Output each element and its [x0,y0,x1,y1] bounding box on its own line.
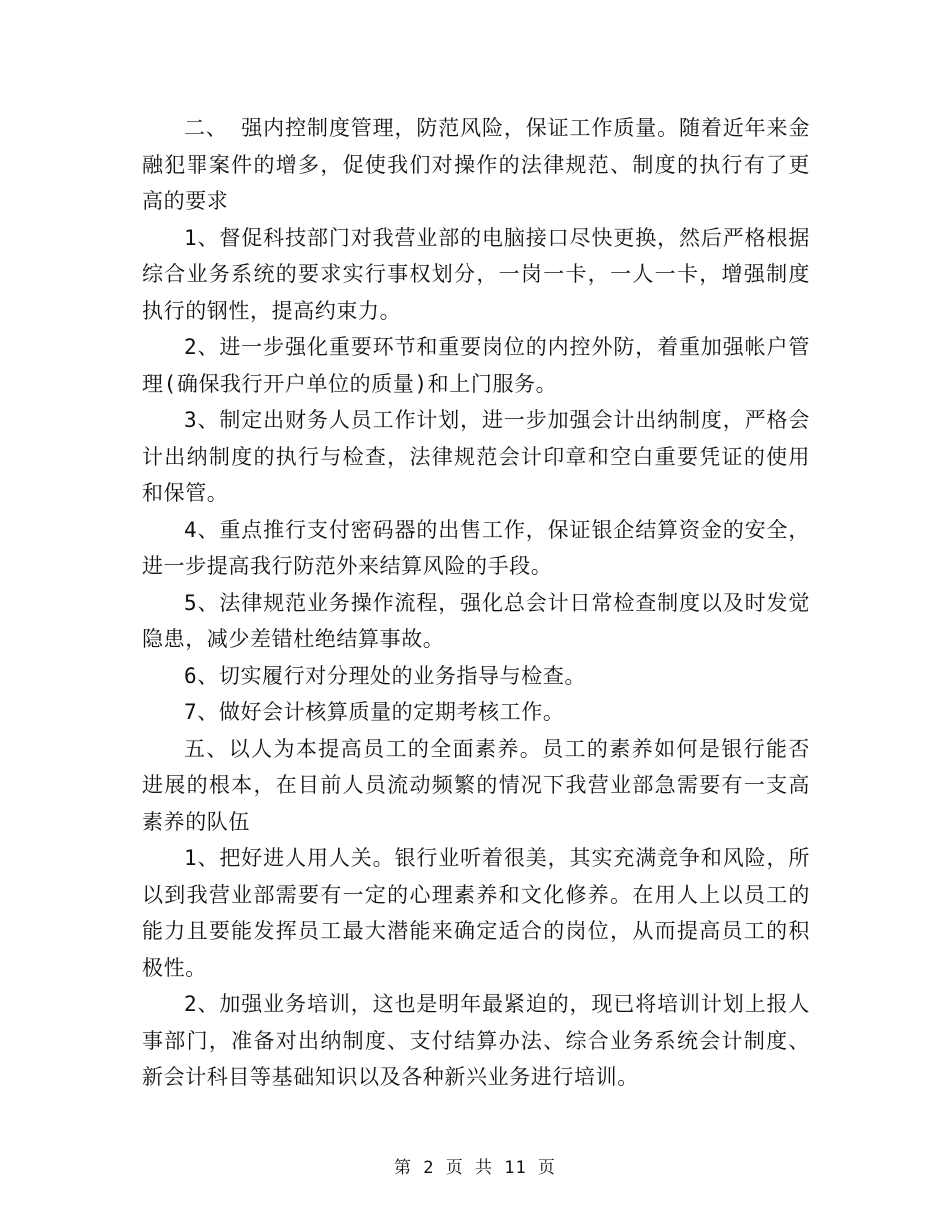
paragraph-item-3: 3、制定出财务人员工作计划，进一步加强会计出纳制度，严格会计出纳制度的执行与检查，法律规范会计印章和空白重要凭证的使用和保管。 [142,408,810,505]
document-body [142,110,810,1096]
paragraph-item-4: 4、重点推行支付密码器的出售工作，保证银企结算资金的安全，进一步提高我行防范外来结算风险的手段。 [142,517,810,578]
paragraph-section-five-item-2: 2、加强业务培训，这也是明年最紧迫的，现已将培训计划上报人事部门，准备对出纳制度、支付结算办法、综合业务系统会计制度、新会计科目等基础知识以及各种新兴业务进行培训。 [142,992,810,1089]
paragraph-item-2: 2、进一步强化重要环节和重要岗位的内控外防，着重加强帐户管理(确保我行开户单位的质量)和上门服务。 [142,335,810,396]
paragraph-item-1: 1、督促科技部门对我营业部的电脑接口尽快更换，然后严格根据综合业务系统的要求实行事权划分，一岗一卡，一人一卡，增强制度执行的钢性，提高约束力。 [142,225,810,323]
paragraph-item-7: 7、做好会计核算质量的定期考核工作。 [184,700,565,724]
paragraph-section-five-heading: 五、以人为本提高员工的全面素养。员工的素养如何是银行能否进展的根本，在目前人员流动频繁的情况下我营业部急需要有一支高素养的队伍 [142,736,810,834]
paragraph-section-five-item-1: 1、把好进人用人关。银行业听着很美，其实充满竞争和风险，所以到我营业部需要有一定的心理素养和文化修养。在用人上以员工的能力且要能发挥员工最大潜能来确定适合的岗位，从而提高员工的积极性。 [142,846,810,980]
page-number-footer: 第 2 页 共 11 页 [394,1158,556,1178]
paragraph-item-6: 6、切实履行对分理处的业务指导与检查。 [184,663,587,688]
paragraph-section-two-heading: 二、 强内控制度管理，防范风险，保证工作质量。随着近年来金融犯罪案件的增多，促使我们对操作的法律规范、制度的执行有了更高的要求 [142,116,810,213]
paragraph-item-5: 5、法律规范业务操作流程，强化总会计日常检查制度以及时发觉隐患，减少差错杜绝结算事故。 [142,590,810,651]
